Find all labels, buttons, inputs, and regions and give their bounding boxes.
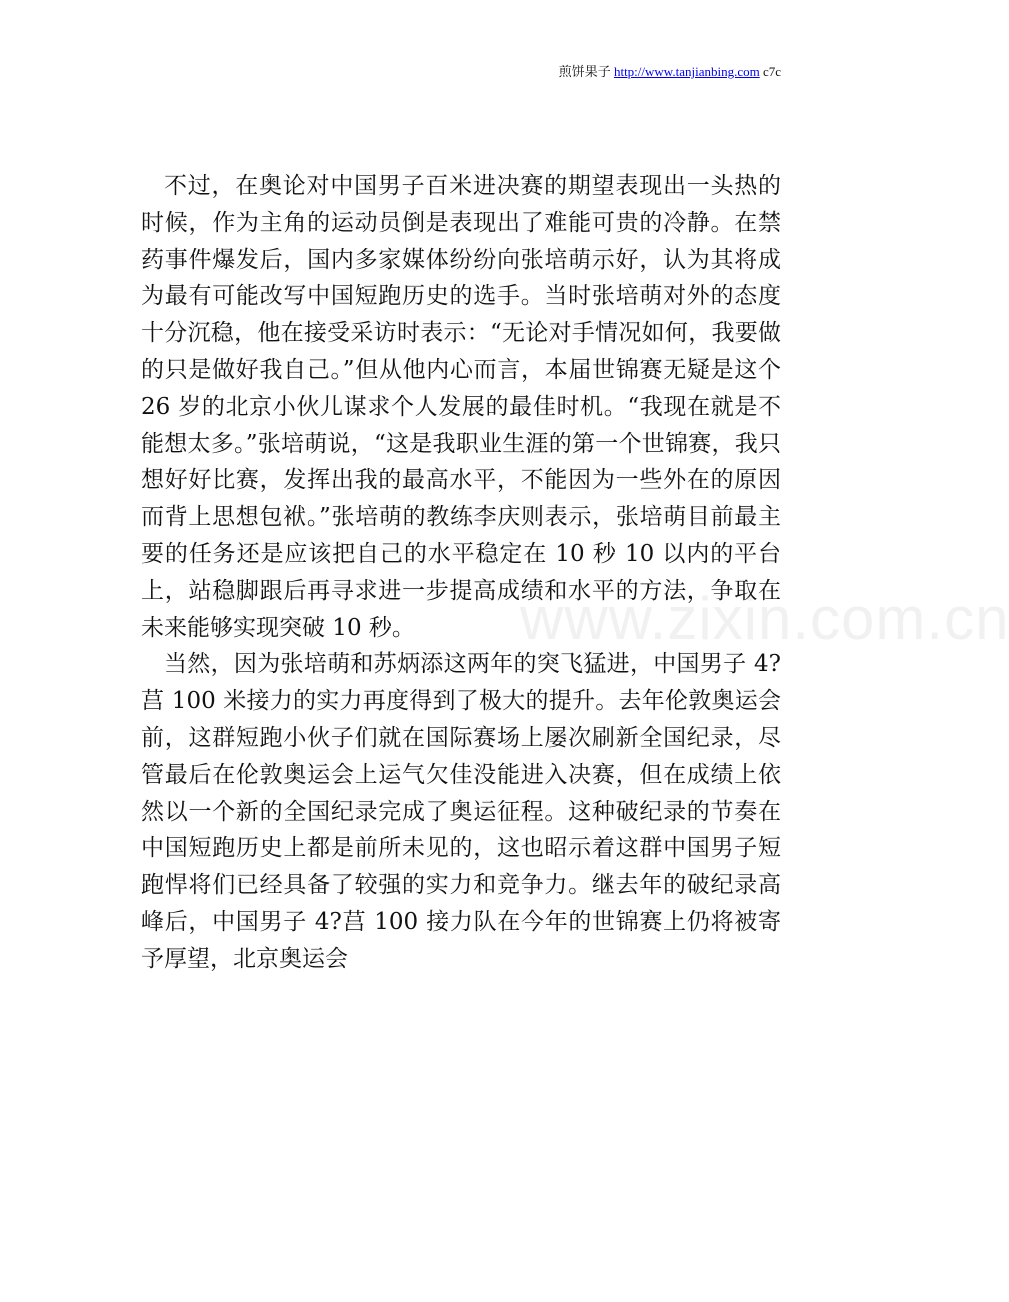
paragraph-2: 当然，因为张培萌和苏炳添这两年的突飞猛进，中国男子 4?莒 100 米接力的实力再度得到了极大的提升。去年伦敦奥运会前，这群短跑小伙子们就在国际赛场上屡次刷新全国纪录，尽管最后在伦敦奥运会上运气欠佳没能进入决赛，但在成绩上依然以一个新的全国纪录完成了奥运征程。这种破纪录的节奏在中国短跑历史上都是前所未见的，这也昭示着这群中国男子短跑悍将们已经具备了较强的实力和竞争力。继去年的破纪录高峰后，中国男子 4?莒 100 接力队在今年的世锦赛上仍将被寄予厚望，北京奥运会	[141, 651, 781, 972]
site-name: 煎饼果子	[558, 64, 611, 79]
header-suffix: c7c	[762, 64, 781, 79]
paragraph-1: 不过，在奥论对中国男子百米进决赛的期望表现出一头热的时候，作为主角的运动员倒是表现出了难能可贵的冷静。在禁药事件爆发后，国内多家媒体纷纷向张培萌示好，认为其将成为最有可能改写中国短跑历史的选手。当时张培萌对外的态度十分沉稳，他在接受采访时表示：“无论对手情况如何，我要做的只是做好我自己。”但从他内心而言，本届世锦赛无疑是这个 26 岁的北京小伙儿谋求个人发展的最佳时机。“我现在就是不能想太多。”张培萌说，“这是我职业生涯的第一个世锦赛，我只想好好比赛，发挥出我的最高水平，不能因为一些外在的原因而背上思想包袱。”张培萌的教练李庆则表示，张培萌目前最主要的任务还是应该把自己的水平稳定在 10 秒 10 以内的平台上，站稳脚跟后再寻求进一步提高成绩和水平的方法，争取在未来能够实现突破 10 秒。	[141, 173, 781, 641]
article-body	[141, 168, 781, 978]
page-header	[559, 62, 781, 82]
site-url-link[interactable]: http://www.tanjianbing.com	[613, 64, 760, 79]
watermark: www.zixin.com.cn	[520, 585, 1009, 652]
